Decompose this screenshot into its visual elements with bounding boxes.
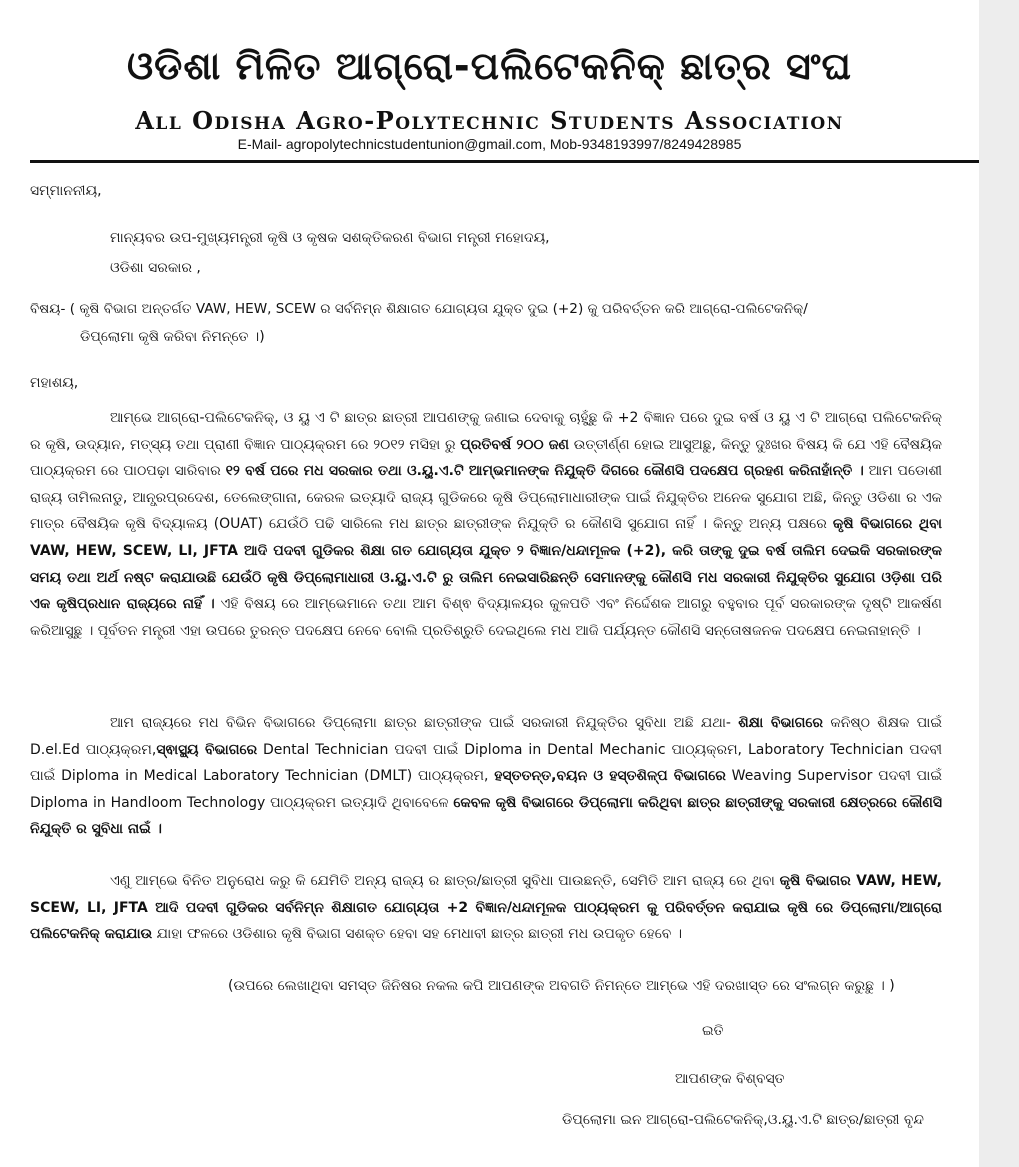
p1-bold-2: ୧୨ ବର୍ଷ ପରେ ମଧ ସରକାର ତଥା ଓ.ୟୁ.ଏ.ଟି ଆମ୍ଭମାନଙ୍କ ନିଯୁକ୍ତି ଦିଗରେ କୌଣସି ପଦକ୍ଷେପ ଗ୍ରହଣ କରିନାହାଁନ୍ତି । — [225, 463, 864, 480]
salutation: ସମ୍ମାନନୀୟ, — [30, 183, 102, 199]
p2-text-1: ଆମ ରାଜ୍ୟରେ ମଧ ବିଭିନ ବିଭାଗରେ ଡିପ୍ଲୋମା ଛାତ୍ର ଛାତ୍ରୀଙ୍କ ପାଇଁ ସରକାରୀ ନିଯୁକ୍ତିର ସୁବିଧା ଅଛି ଯଥା- — [110, 715, 739, 731]
body-paragraph-3 — [30, 868, 942, 948]
body-paragraph-1 — [30, 405, 942, 644]
addressee-line-1: ମାନ୍ୟବର ଉପ-ମୁଖ୍ୟମନ୍ତ୍ରୀ କୃଷି ଓ କୃଷକ ସଶକ୍ତିକରଣ ବିଭାଗ ମନ୍ତ୍ରୀ ମହୋଦୟ, — [110, 230, 550, 246]
closing-yours-faithfully: ଆପଣଙ୍କ ବିଶ୍ବସ୍ତ — [675, 1071, 785, 1087]
p1-bold-1: ପ୍ରତିବର୍ଷ ୨୦୦ ଜଣ — [460, 436, 569, 453]
body-paragraph-2 — [30, 710, 942, 843]
p3-text-1: ଏଣୁ ଆମ୍ଭେ ବିନିତ ଅନୁରୋଧ କରୁ କି ଯେମିତି ଅନ୍ୟ ରାଜ୍ୟ ର ଛାତ୍ର/ଛାତ୍ରୀ ସୁବିଧା ପାଉଛନ୍ତି, ସେମିତି ଆମ ରାଜ୍ୟ ରେ ଥିବା — [110, 873, 780, 889]
subject-line-2: ଡିପ୍ଲୋମା କୃଷି କରିବା ନିମନ୍ତେ ।) — [80, 329, 265, 345]
addressee-line-2: ଓଡିଶା ସରକାର , — [110, 260, 201, 276]
p1-text-4: ଏହି ବିଷୟ ରେ ଆମ୍ଭେମାନେ ତଥା ଆମ ବିଶ୍ଵ ବିଦ୍ୟାଳୟର କୁଳପତି ଏବଂ ନିର୍ଦ୍ଦେଶକ ଆଗରୁ ବହୁବାର ପୂର୍ବ ସରକାରଙ୍କ ଦୃଷ୍ଟି ଆକର୍ଷଣ କରିଆସୁଛୁ । ପୂର୍ବତନ ମନ୍ତ୍ରୀ ଏହା ଉପରେ ତୁରନ୍ତ ପଦକ୍ଷେପ ନେବେ ବୋଲି ପ୍ରତିଶ୍ରୁତି ଦେଇଥିଲେ ମଧ ଆଜି ପର୍ଯ୍ୟନ୍ତ କୌଣସି ସନ୍ତୋଷଜନକ ପଦକ୍ଷେପ ନେଇନାହାନ୍ତି । — [30, 596, 942, 639]
p1-text-2: ଉତ୍ତୀର୍ଣ୍ଣ ହୋଇ ଆସୁଅଛୁ, କିନ୍ତୁ ଦୁଃଖର ବିଷୟ କି ଯେ ଏହି ବୈଷୟିକ ପାଠ୍ୟକ୍ରମ ରେ ପାଠପଢ଼ା ସାରିବାର — [30, 436, 943, 480]
letterhead-title-english: All Odisha Agro-Polytechnic Students Association — [135, 106, 844, 135]
p2-text-3: Dental Technician ପଦବୀ ପାଇଁ Diploma in Dental Mechanic ପାଠ୍ୟକ୍ରମ, Laboratory Technician ପଦବୀ ପାଇଁ Diploma in Medical Laboratory Technician (DMLT) ପାଠ୍ୟକ୍ରମ, — [30, 741, 942, 785]
enclosure-note: (ଉପରେ ଲେଖାଥିବା ସମସ୍ତ ଜିନିଷର ନକଲ କପି ଆପଣଙ୍କ ଅବଗତି ନିମନ୍ତେ ଆମ୍ଭେ ଏହି ଦରଖାସ୍ତ ରେ ସଂଲଗ୍ନ କରୁଛୁ । ) — [228, 978, 895, 994]
p2-text-4: Weaving Supervisor ପଦବୀ ପାଇଁ Diploma in Handloom Technology ପାଠ୍ୟକ୍ରମ ଇତ୍ୟାଦି ଥିବାବେଳେ — [30, 768, 942, 811]
subject-line-1: ବିଷୟ- ( କୃଷି ବିଭାଗ ଅନ୍ତର୍ଗତ VAW, HEW, SCEW ର ସର୍ବନିମ୍ନ ଶିକ୍ଷାଗତ ଯୋଗ୍ୟତା ଯୁକ୍ତ ଦୁଇ (+2) କୁ ପରିବର୍ତ୍ତନ କରି ଆଗ୍ରୋ-ପଲିଟେକନିକ୍/ — [30, 301, 808, 317]
closing-iti: ଇତି — [702, 1023, 724, 1039]
p2-text-2: କନିଷ୍ଠ ଶିକ୍ଷକ ପାଇଁ D.el.Ed ପାଠ୍ୟକ୍ରମ, — [30, 715, 942, 758]
letterhead-title-odia: ଓଡିଶା ମିଳିତ ଆଗ୍ରୋ-ପଲିଟେକନିକ୍ ଛାତ୍ର ସଂଘ — [127, 44, 852, 88]
p1-bold-3: କୃଷି ବିଭାଗରେ ଥିବା VAW, HEW, SCEW, LI, JFTA ଆଦି ପଦବୀ ଗୁଡିକର ଶିକ୍ଷା ଗତ ଯୋଗ୍ୟତା ଯୁକ୍ତ ୨ ବିଜ୍ଞାନ/ଧନ୍ଦାମୂଳକ (+2), କରି ତାଙ୍କୁ ଦୁଇ ବର୍ଷ ତାଲିମ ଦେଇକି ସରକାରଙ୍କ ସମୟ ତଥା ଅର୍ଥ ନଷ୍ଟ କରାଯାଉଛି ଯେଉଁଠି କୃଷି ଡିପ୍ଲୋମାଧାରୀ ଓ.ୟୁ.ଏ.ଟି ରୁ ତାଲିମ ନେଇସାରିଛନ୍ତି ସେମାନଙ୍କୁ କୌଣସି ମଧ ସରକାରୀ ନିଯୁକ୍ତିର ସୁଯୋଗ ଓଡ଼ିଶା ପରି ଏକ କୃଷିପ୍ରଧାନ ରାଜ୍ୟରେ ନାହିଁ । — [30, 516, 942, 613]
p2-bold-3: ହସ୍ତତନ୍ତ,ବୟନ ଓ ହସ୍ତଶିଳ୍ପ ବିଭାଗରେ — [494, 768, 726, 785]
p2-bold-2: ସ୍ଵାସ୍ଥ୍ୟ ବିଭାଗରେ — [156, 741, 258, 758]
p2-bold-4: କେବଳ କୃଷି ବିଭାଗରେ ଡିପ୍ଲୋମା କରିଥିବା ଛାତ୍ର ଛାତ୍ରୀଙ୍କୁ ସରକାରୀ କ୍ଷେତ୍ରରେ କୌଣସି ନିଯୁକ୍ତି ର ସୁବିଧା ନାଇଁ । — [30, 794, 942, 838]
greeting: ମହାଶୟ, — [30, 375, 79, 391]
letterhead-divider — [30, 160, 980, 163]
p1-text-3: ଆମ ପଡୋଶୀ ରାଜ୍ୟ ତାମିଲନାଡୁ, ଆନ୍ଧ୍ରପ୍ରଦେଶ, ତେଲେଙ୍ଗାନା, କେରଳ ଇତ୍ୟାଦି ରାଜ୍ୟ ଗୁଡିକରେ କୃଷି ଡିପ୍ଲୋମାଧାରୀଙ୍କ ପାଇଁ ନିଯୁକ୍ତିର ଅନେକ ସୁଯୋଗ ଅଛି, କିନ୍ତୁ ଓଡିଶା ର ଏକ ମାତ୍ର ବୈଷୟିକ କୃଷି ବିଦ୍ୟାଳୟ (OUAT) ଯେଉଁଠି ପଢି ସାରିଲେ ମଧ ଛାତ୍ର ଛାତ୍ରୀଙ୍କ ନିଯୁକ୍ତି ର କୌଣସି ସୁଯୋଗ ନାହିଁ । କିନ୍ତୁ ଅନ୍ୟ ପକ୍ଷରେ — [30, 463, 942, 533]
closing-signatory: ଡିପ୍ଲୋମା ଇନ ଆଗ୍ରୋ-ପଲିଟେକନିକ୍,ଓ.ୟୁ.ଏ.ଟି ଛାତ୍ର/ଛାତ୍ରୀ ବୃନ୍ଦ — [562, 1112, 924, 1128]
page-edge-background — [979, 0, 1019, 1167]
letterhead-contact: E-Mail- agropolytechnicstudentunion@gmail.com, Mob-9348193997/8249428985 — [237, 136, 742, 152]
p3-text-2: ଯାହା ଫଳରେ ଓଡିଶାର କୃଷି ବିଭାଗ ସଶକ୍ତ ହେବା ସହ ମେଧାବୀ ଛାତ୍ର ଛାତ୍ରୀ ମଧ ଉପକୃତ ହେବେ । — [152, 926, 683, 943]
p3-bold-1: କୃଷି ବିଭାଗର VAW, HEW, SCEW, LI, JFTA ଆଦି ପଦବୀ ଗୁଡିକର ସର୍ବନିମ୍ନ ଶିକ୍ଷାଗତ ଯୋଗ୍ୟତା +2 ବିଜ୍ଞାନ/ଧନ୍ଦାମୂଳକ ପାଠ୍ୟକ୍ରମ କୁ ପରିବର୍ତ୍ତନ କରାଯାଇ କୃଷି ରେ ଡିପ୍ଲୋମା/ଆଗ୍ରୋ ପଲିଟେକନିକ୍ କରାଯାଉ — [30, 873, 942, 943]
p2-bold-1: ଶିକ୍ଷା ବିଭାଗରେ — [738, 715, 824, 731]
p1-text-1: ଆମ୍ଭେ ଆଗ୍ରୋ-ପଲିଟେକନିକ୍, ଓ ୟୁ ଏ ଟି ଛାତ୍ର ଛାତ୍ରୀ ଆପଣଙ୍କୁ ଜଣାଇ ଦେବାକୁ ଚାହୁଁଛୁ କି +2 ବିଜ୍ଞାନ ପରେ ଦୁଇ ବର୍ଷ ଓ ୟୁ ଏ ଟି ଆଗ୍ରୋ ପଲିଟେକନିକ୍ ର କୃଷି, ଉଦ୍ୟାନ, ମତ୍ସ୍ୟ ତଥା ପ୍ରାଣୀ ବିଜ୍ଞାନ ପାଠ୍ୟକ୍ରମ ରେ ୨୦୧୨ ମସିହା ରୁ — [30, 410, 942, 453]
